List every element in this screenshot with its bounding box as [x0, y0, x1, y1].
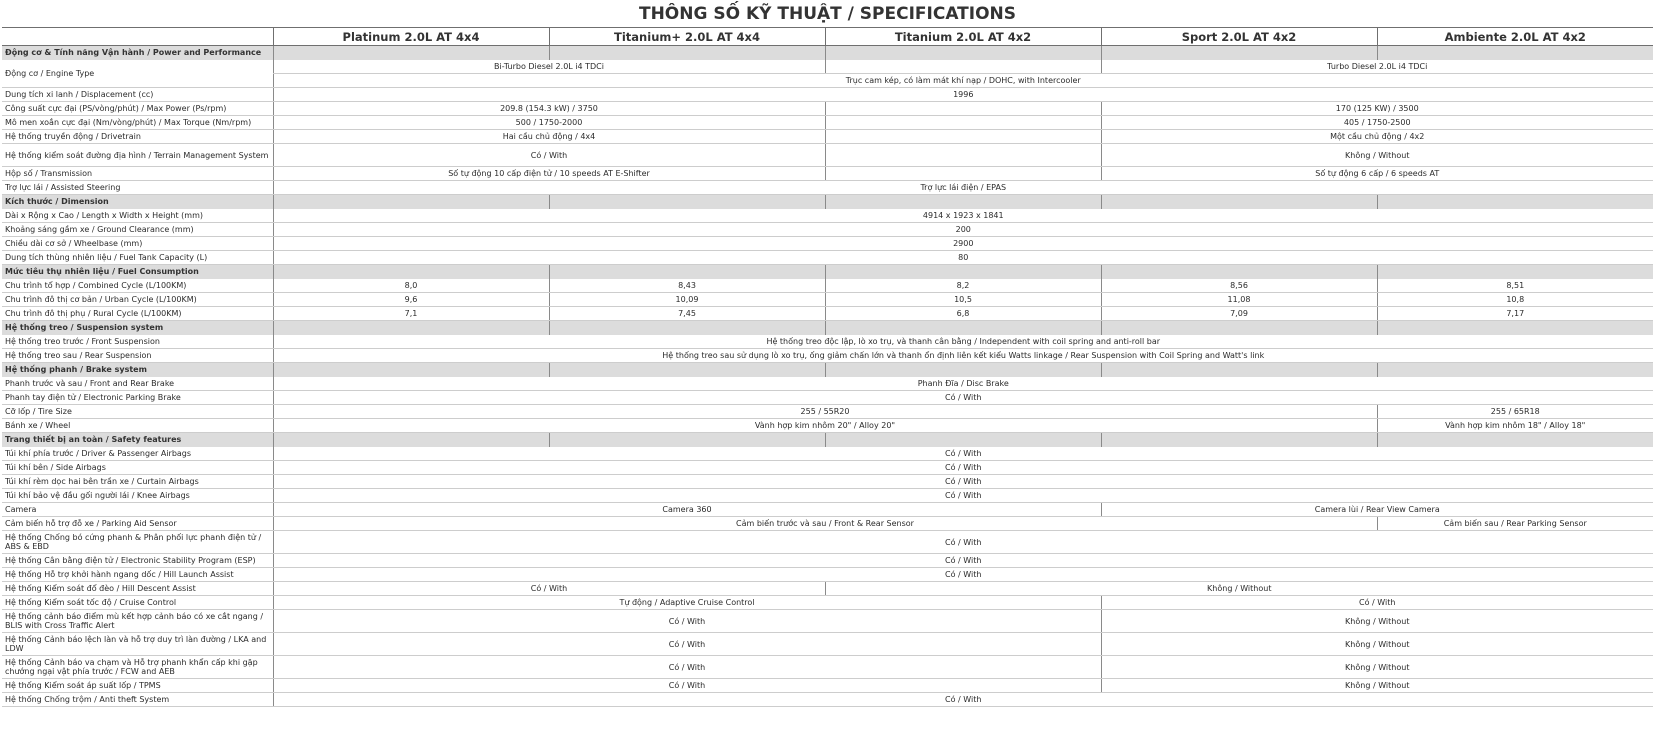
section-filler-cell [1101, 363, 1377, 377]
value-cell: 7,45 [549, 307, 825, 321]
row-label: Trợ lực lái / Assisted Steering [2, 181, 273, 195]
table-header-row [2, 28, 1653, 46]
value-cell: Có / With [273, 582, 825, 596]
section-filler-cell [1377, 265, 1653, 279]
row-label: Động cơ / Engine Type [2, 60, 273, 88]
value-cell: 10,8 [1377, 293, 1653, 307]
row-label: Hệ thống Kiểm soát tốc độ / Cruise Control [2, 596, 273, 610]
section-title: Động cơ & Tính năng Vận hành / Power and Performance [2, 46, 273, 60]
table-row [2, 503, 1653, 517]
section-filler-cell [273, 195, 549, 209]
row-label: Hệ thống Hỗ trợ khởi hành ngang dốc / Hill Launch Assist [2, 568, 273, 582]
column-header-sport: Sport 2.0L AT 4x2 [1101, 28, 1377, 46]
table-row [2, 610, 1653, 633]
row-label: Bánh xe / Wheel [2, 419, 273, 433]
row-label: Túi khí bảo vệ đầu gối người lái / Knee Airbags [2, 489, 273, 503]
table-row [2, 223, 1653, 237]
page-title: THÔNG SỐ KỸ THUẬT / SPECIFICATIONS [638, 4, 1017, 24]
value-cell: 7,17 [1377, 307, 1653, 321]
value-cell: Có / With [273, 610, 1101, 633]
section-filler-cell [273, 46, 549, 60]
value-cell: 80 [273, 251, 1653, 265]
value-cell: Có / With [273, 144, 825, 167]
value-cell: Cảm biến trước và sau / Front & Rear Sensor [273, 517, 1377, 531]
value-cell: Có / With [273, 693, 1653, 707]
section-filler-cell [1377, 433, 1653, 447]
row-label: Hệ thống Chống trộm / Anti theft System [2, 693, 273, 707]
row-label: Chu trình đô thị phụ / Rural Cycle (L/100KM) [2, 307, 273, 321]
table-row [2, 335, 1653, 349]
section-filler-cell [549, 265, 825, 279]
value-cell [825, 60, 1101, 74]
table-row [2, 596, 1653, 610]
value-cell: Không / Without [1101, 656, 1653, 679]
value-cell: Không / Without [825, 582, 1653, 596]
value-cell: Một cầu chủ động / 4x2 [1101, 130, 1653, 144]
section-filler-cell [825, 321, 1101, 335]
column-header-titanium-plus: Titanium+ 2.0L AT 4x4 [549, 28, 825, 46]
value-cell: 9,6 [273, 293, 549, 307]
value-cell: Có / With [273, 554, 1653, 568]
column-header-platinum: Platinum 2.0L AT 4x4 [273, 28, 549, 46]
value-cell: Có / With [273, 391, 1653, 405]
section-header-row [2, 195, 1653, 209]
spec-body [2, 46, 1653, 707]
row-label: Phanh trước và sau / Front and Rear Brake [2, 377, 273, 391]
table-row [2, 209, 1653, 223]
value-cell: 8,43 [549, 279, 825, 293]
value-cell: Tự động / Adaptive Cruise Control [273, 596, 1101, 610]
row-label: Hệ thống Cảnh báo va chạm và Hỗ trợ phanh khẩn cấp khi gặp chướng ngại vật phía trước / FCW and AEB [2, 656, 273, 679]
value-cell: 7,09 [1101, 307, 1377, 321]
table-row [2, 349, 1653, 363]
table-row [2, 568, 1653, 582]
section-header-row [2, 433, 1653, 447]
value-cell: 11,08 [1101, 293, 1377, 307]
row-label: Khoảng sáng gầm xe / Ground Clearance (mm) [2, 223, 273, 237]
value-cell: Phanh Đĩa / Disc Brake [273, 377, 1653, 391]
row-label: Hệ thống Kiểm soát áp suất lốp / TPMS [2, 679, 273, 693]
value-cell [825, 144, 1101, 167]
value-cell: Có / With [273, 447, 1653, 461]
section-filler-cell [1377, 363, 1653, 377]
row-label: Hệ thống kiểm soát đường địa hình / Terrain Management System [2, 144, 273, 167]
table-row [2, 517, 1653, 531]
row-label: Chu trình tổ hợp / Combined Cycle (L/100KM) [2, 279, 273, 293]
section-header-row [2, 265, 1653, 279]
value-cell: Không / Without [1101, 610, 1653, 633]
section-filler-cell [549, 363, 825, 377]
table-row [2, 293, 1653, 307]
value-cell: 170 (125 KW) / 3500 [1101, 102, 1653, 116]
table-row [2, 447, 1653, 461]
table-row [2, 531, 1653, 554]
table-row [2, 461, 1653, 475]
value-cell: 2900 [273, 237, 1653, 251]
row-label: Túi khí phía trước / Driver & Passenger Airbags [2, 447, 273, 461]
value-cell: 209.8 (154.3 kW) / 3750 [273, 102, 825, 116]
table-row [2, 237, 1653, 251]
section-filler-cell [825, 46, 1101, 60]
row-label: Hộp số / Transmission [2, 167, 273, 181]
section-filler-cell [273, 433, 549, 447]
value-cell: Trục cam kép, có làm mát khí nạp / DOHC, with Intercooler [273, 74, 1653, 88]
section-filler-cell [1101, 321, 1377, 335]
value-cell: Hai cầu chủ động / 4x4 [273, 130, 825, 144]
section-filler-cell [1377, 195, 1653, 209]
table-row [2, 693, 1653, 707]
section-filler-cell [1101, 46, 1377, 60]
row-label: Túi khí bên / Side Airbags [2, 461, 273, 475]
value-cell: 255 / 55R20 [273, 405, 1377, 419]
value-cell: Có / With [1101, 596, 1653, 610]
section-filler-cell [273, 265, 549, 279]
section-filler-cell [549, 195, 825, 209]
section-filler-cell [549, 46, 825, 60]
value-cell: Turbo Diesel 2.0L i4 TDCi [1101, 60, 1653, 74]
table-row [2, 116, 1653, 130]
table-row [2, 251, 1653, 265]
value-cell: 4914 x 1923 x 1841 [273, 209, 1653, 223]
row-label: Dài x Rộng x Cao / Length x Width x Height (mm) [2, 209, 273, 223]
value-cell: 8,51 [1377, 279, 1653, 293]
table-row [2, 60, 1653, 74]
value-cell: 255 / 65R18 [1377, 405, 1653, 419]
table-row [2, 633, 1653, 656]
value-cell: Không / Without [1101, 144, 1653, 167]
header-label-cell [2, 28, 273, 46]
specifications-table [2, 27, 1653, 707]
row-label: Hệ thống Kiểm soát đổ đèo / Hill Descent Assist [2, 582, 273, 596]
value-cell: 200 [273, 223, 1653, 237]
value-cell: Cảm biến sau / Rear Parking Sensor [1377, 517, 1653, 531]
section-filler-cell [825, 265, 1101, 279]
value-cell: Có / With [273, 461, 1653, 475]
value-cell [825, 130, 1101, 144]
section-filler-cell [825, 363, 1101, 377]
value-cell: Có / With [273, 489, 1653, 503]
value-cell: Số tự động 10 cấp điện tử / 10 speeds AT E-Shifter [273, 167, 825, 181]
section-header-row [2, 46, 1653, 60]
value-cell: 7,1 [273, 307, 549, 321]
section-title: Kích thước / Dimension [2, 195, 273, 209]
value-cell: Trợ lực lái điện / EPAS [273, 181, 1653, 195]
section-filler-cell [1101, 265, 1377, 279]
value-cell: Vành hợp kim nhôm 18" / Alloy 18" [1377, 419, 1653, 433]
row-label: Camera [2, 503, 273, 517]
row-label: Chiều dài cơ sở / Wheelbase (mm) [2, 237, 273, 251]
table-row [2, 679, 1653, 693]
value-cell [825, 167, 1101, 181]
value-cell [825, 116, 1101, 130]
value-cell: Có / With [273, 568, 1653, 582]
row-label: Dung tích xi lanh / Displacement (cc) [2, 88, 273, 102]
column-header-ambiente: Ambiente 2.0L AT 4x2 [1377, 28, 1653, 46]
value-cell: Có / With [273, 475, 1653, 489]
row-label: Cảm biến hỗ trợ đỗ xe / Parking Aid Sensor [2, 517, 273, 531]
table-row [2, 405, 1653, 419]
value-cell: Số tự động 6 cấp / 6 speeds AT [1101, 167, 1653, 181]
section-filler-cell [825, 195, 1101, 209]
row-label: Mô men xoắn cực đại (Nm/vòng/phút) / Max Torque (Nm/rpm) [2, 116, 273, 130]
row-label: Hệ thống Cân bằng điện tử / Electronic Stability Program (ESP) [2, 554, 273, 568]
section-filler-cell [1377, 46, 1653, 60]
table-row [2, 656, 1653, 679]
section-filler-cell [825, 433, 1101, 447]
section-title: Hệ thống treo / Suspension system [2, 321, 273, 335]
column-header-titanium: Titanium 2.0L AT 4x2 [825, 28, 1101, 46]
table-row [2, 307, 1653, 321]
value-cell: Bi-Turbo Diesel 2.0L i4 TDCi [273, 60, 825, 74]
section-filler-cell [1101, 433, 1377, 447]
row-label: Hệ thống treo sau / Rear Suspension [2, 349, 273, 363]
section-filler-cell [1101, 195, 1377, 209]
row-label: Túi khí rèm dọc hai bên trần xe / Curtain Airbags [2, 475, 273, 489]
section-filler-cell [273, 363, 549, 377]
value-cell: Không / Without [1101, 633, 1653, 656]
row-label: Hệ thống Chống bó cứng phanh & Phân phối lực phanh điện tử / ABS & EBD [2, 531, 273, 554]
section-title: Hệ thống phanh / Brake system [2, 363, 273, 377]
table-row [2, 554, 1653, 568]
value-cell: 500 / 1750-2000 [273, 116, 825, 130]
value-cell: Không / Without [1101, 679, 1653, 693]
row-label: Hệ thống cảnh báo điểm mù kết hợp cảnh báo có xe cắt ngang / BLIS with Cross Traffic Alert [2, 610, 273, 633]
section-filler-cell [549, 433, 825, 447]
table-row [2, 279, 1653, 293]
row-label: Hệ thống treo trước / Front Suspension [2, 335, 273, 349]
table-row [2, 489, 1653, 503]
table-row [2, 167, 1653, 181]
table-row [2, 130, 1653, 144]
section-header-row [2, 321, 1653, 335]
value-cell: 8,0 [273, 279, 549, 293]
section-filler-cell [549, 321, 825, 335]
row-label: Công suất cực đại (PS/vòng/phút) / Max Power (Ps/rpm) [2, 102, 273, 116]
value-cell: 8,56 [1101, 279, 1377, 293]
section-title: Trang thiết bị an toàn / Safety features [2, 433, 273, 447]
value-cell: 10,5 [825, 293, 1101, 307]
value-cell: Camera lùi / Rear View Camera [1101, 503, 1653, 517]
section-filler-cell [273, 321, 549, 335]
value-cell: Hệ thống treo độc lập, lò xo trụ, và thanh cân bằng / Independent with coil spring and anti-roll bar [273, 335, 1653, 349]
row-label: Chu trình đô thị cơ bản / Urban Cycle (L/100KM) [2, 293, 273, 307]
value-cell [825, 102, 1101, 116]
row-label: Dung tích thùng nhiên liệu / Fuel Tank Capacity (L) [2, 251, 273, 265]
table-row [2, 377, 1653, 391]
value-cell: 6,8 [825, 307, 1101, 321]
value-cell: Camera 360 [273, 503, 1101, 517]
row-label: Cỡ lốp / Tire Size [2, 405, 273, 419]
section-filler-cell [1377, 321, 1653, 335]
table-row [2, 181, 1653, 195]
value-cell: Có / With [273, 531, 1653, 554]
row-label: Phanh tay điện tử / Electronic Parking Brake [2, 391, 273, 405]
row-label: Hệ thống Cảnh báo lệch làn và hỗ trợ duy trì làn đường / LKA and LDW [2, 633, 273, 656]
section-header-row [2, 363, 1653, 377]
value-cell: 1996 [273, 88, 1653, 102]
value-cell: Có / With [273, 679, 1101, 693]
table-row [2, 144, 1653, 167]
table-row [2, 391, 1653, 405]
value-cell: Vành hợp kim nhôm 20" / Alloy 20" [273, 419, 1377, 433]
table-row [2, 582, 1653, 596]
row-label: Hệ thống truyền động / Drivetrain [2, 130, 273, 144]
value-cell: 10,09 [549, 293, 825, 307]
value-cell: 405 / 1750-2500 [1101, 116, 1653, 130]
value-cell: Có / With [273, 633, 1101, 656]
table-row [2, 475, 1653, 489]
value-cell: Có / With [273, 656, 1101, 679]
table-row [2, 419, 1653, 433]
value-cell: Hệ thống treo sau sử dụng lò xo trụ, ống giảm chấn lớn và thanh ổn định liên kết kiểu Watts linkage / Rear Suspension with Coil Spring and Watt's link [273, 349, 1653, 363]
section-title: Mức tiêu thụ nhiên liệu / Fuel Consumption [2, 265, 273, 279]
value-cell: 8,2 [825, 279, 1101, 293]
table-row [2, 102, 1653, 116]
table-row [2, 88, 1653, 102]
